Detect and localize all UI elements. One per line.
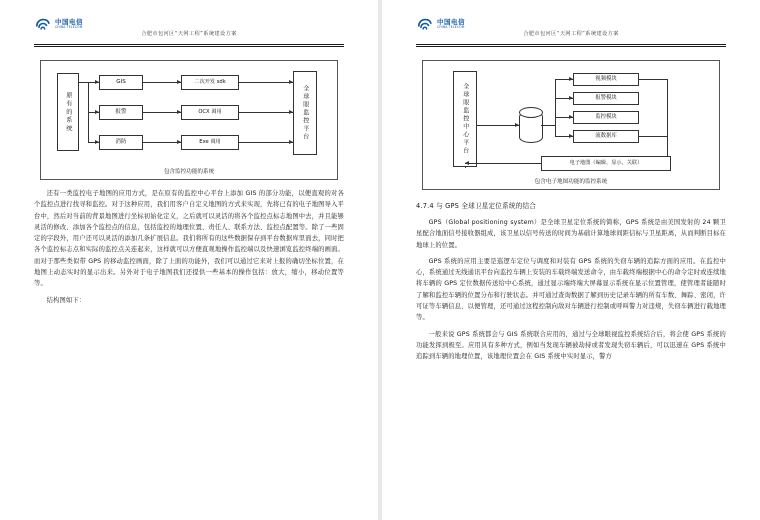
node-global-eye-center: 全球眼监控中心平台	[453, 71, 477, 167]
arrow-alarm-in	[95, 110, 99, 114]
connector-center-db	[477, 125, 519, 126]
header-divider-secondary	[416, 46, 726, 47]
page-left	[0, 0, 378, 520]
connector-fire-exe	[143, 142, 181, 143]
arrow-fire-in	[95, 140, 99, 144]
paragraph-right-3: 一般来说 GPS 系统都会与 GIS 系统联合应用的，通过与全球眼视监控系统结合后，将会使 GPS 系统的功能发挥到极至。应用具有多种方式，例如当发现车辆被劫持或者发现失窃车辆后，可以迅速在 GPS 系统中追踪到车辆的地理位置，该地理位置会在 GIS 系统中实时显示，警方	[416, 330, 726, 361]
connector-business-return	[639, 136, 667, 137]
node-legacy-system: 原有的系统	[57, 73, 79, 151]
connector-legacy-gis	[79, 82, 88, 83]
connector-ocx-platform	[239, 112, 293, 113]
logo-title-en: CHINA TELECOM	[437, 25, 465, 30]
node-gis: GIS	[99, 75, 143, 90]
paragraph-right-1: GPS（Global positioning system）是全球卫星定位系统的简称，GPS 系统是由美国发射的 24 颗卫星配合地面信号接收器组成，该卫星以信号传送的时间为基础计算地球间距信标与卫星距离，从而判断目标在地球上的位置。	[416, 219, 726, 249]
page-right-body	[416, 60, 726, 363]
page-header-left	[34, 14, 344, 54]
page-header-right	[416, 14, 726, 54]
connector-exe-platform	[239, 142, 293, 143]
node-exe-call: Exe 调用	[181, 135, 239, 150]
node-electronic-map: 电子地图（编辑、显示、关联）	[541, 156, 671, 171]
header-divider	[34, 44, 344, 45]
node-global-eye-platform: 全球眼监控平台	[293, 71, 317, 155]
arrow-sdk-platform	[289, 80, 293, 84]
arrow-emap-to-center	[465, 161, 469, 165]
paragraph-left-2: 结构图如下：	[46, 296, 86, 304]
connector-emap-vertical	[667, 137, 668, 156]
arrow-exe-platform	[289, 140, 293, 144]
connector-center-down	[465, 167, 466, 168]
arrow-gis-sdk	[177, 80, 181, 84]
paragraph-left-1: 还有一类监控电子地图的应用方式，是在原有的监控中心平台上添加 GIS 的部分功能，以便直观的对各个监控点进行找寻和监控。对于这种应用，我们用客户自定义地图的方式来实现，先将已有的电子地图导入平台中，然后对当前的背景地图进行坐标初始化定义，之后就可以灵活的将各个监控点标志地图中去，并且能够灵活的修改、添加各个监控点的信息，包括监控的地理位置、责任人、联系方法、监控点配置等。除了一些固定的字段外，用户还可以灵活的添加几条扩展信息。我们将所有的这些数据保存到平台数据库里面去，同时把各个监控标志点和实际的监控点关连起来，这样就可以方便直观地操作监控端以及快速浏览监控终端的画面。而对于那些类似带 GPS 的移动监控画面，除了上面的功能外，我们可以通过它来对上报的确切坐标位置，在地图上动态实时的显示出来。另外对于电子地图我们还提供一些基本的操作包括：放大，缩小，移动位置等等。	[34, 190, 344, 288]
node-monitor-module: 监控模块	[573, 111, 639, 124]
connector-gis-sdk	[143, 82, 181, 83]
connector-module-bus	[555, 79, 556, 137]
connector-alarm-ocx	[143, 112, 181, 113]
figure-monitoring-system	[40, 60, 338, 180]
logo-title-en: CHINA TELECOM	[55, 25, 83, 30]
arrow-ocx-platform	[289, 110, 293, 114]
arrow-bus-business	[569, 134, 573, 138]
logo-text-block	[55, 19, 84, 29]
page-right	[382, 0, 760, 520]
node-alarm: 报警	[99, 105, 143, 120]
section-heading-4-7-4: 4.7.4 与 GPS 全球卫星定位系统的结合	[416, 202, 537, 210]
arrow-gis-in	[95, 80, 99, 84]
arrow-bus-alarm	[569, 96, 573, 100]
node-fire: 消防	[99, 135, 143, 150]
arrow-alarm-ocx	[177, 110, 181, 114]
figure-caption-right: 包含电子地图功能的监控系统	[534, 179, 608, 185]
figure-emap-system	[422, 60, 720, 190]
header-divider-secondary	[34, 46, 344, 47]
node-video-module: 视频模块	[573, 73, 639, 86]
connector-video-return	[639, 79, 667, 80]
logo-text-block	[437, 19, 466, 29]
connector-db-bus	[541, 125, 555, 126]
arrow-bus-monitor	[569, 115, 573, 119]
connector-return-bus	[667, 79, 668, 137]
arrow-center-db	[515, 123, 519, 127]
arrow-fire-exe	[177, 140, 181, 144]
paragraph-right-2: GPS 系统的应用主要是巡逻车定位与调度和对装有 GPS 系统的失窃车辆的追踪方面的应用。在监控中心，系统通过无线通讯平台向监控车辆上安装的车载终端发送命令，由车载终端根据中心的命令定时或连续地将车辆的 GPS 定位数据传送给中心系统，通过显示端终端大屏幕显示系统在显示位置管理，使管理者能随时了解和监控车辆的位置分布和行驶状态。并可通过查询数据了解到历史记录车辆的所有车数、舞踪、密闭，许可证等车辆信息、以便管理，还可通过这程控制向敌对车辆进行控制或呼叫警力对违规，失窃车辆进行载地理等。	[416, 257, 726, 322]
logo-title-cn: 中国电信	[437, 18, 465, 27]
node-business-module: 流数据库	[573, 130, 639, 143]
header-divider	[416, 44, 726, 45]
node-alarm-module: 报警模块	[573, 92, 639, 105]
logo-title-cn: 中国电信	[55, 18, 83, 27]
connector-sdk-platform	[239, 82, 293, 83]
header-doc-title: 合肥市包河区“天网工程”系统建设方案	[141, 31, 237, 37]
node-secondary-dev: 二次开发 sdk	[181, 75, 239, 90]
connector-emap-left	[465, 163, 541, 164]
database-cylinder-top-icon	[519, 107, 543, 118]
figure-caption-left: 包含监控功能的系统	[163, 169, 215, 175]
node-ocx-call: OCX 调用	[181, 105, 239, 120]
header-doc-title: 合肥市包河区“天网工程”系统建设方案	[523, 31, 619, 37]
page-left-body	[34, 60, 344, 306]
arrow-bus-video	[569, 77, 573, 81]
